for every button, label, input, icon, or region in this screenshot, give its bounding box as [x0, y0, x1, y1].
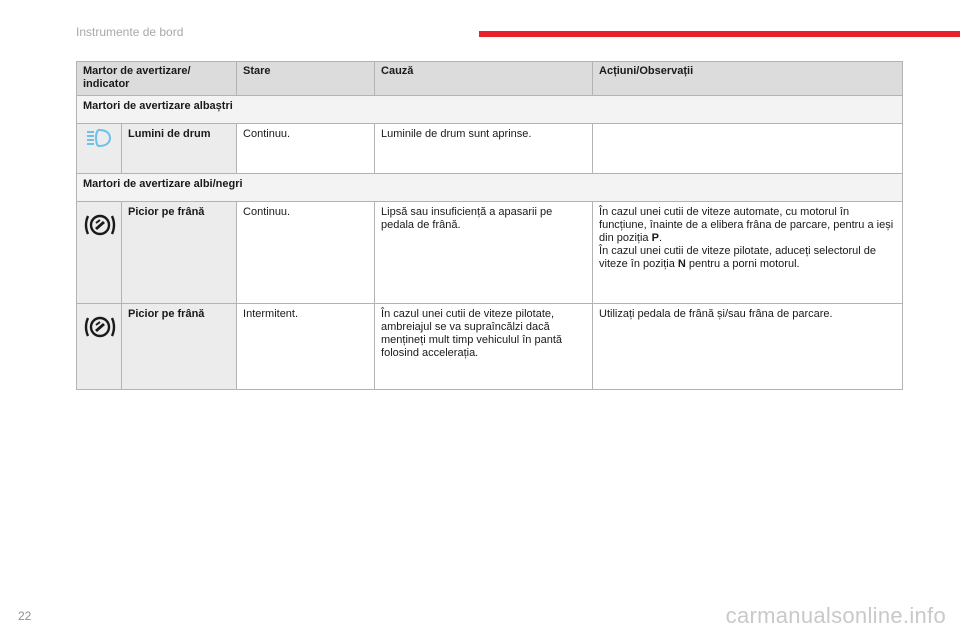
section-row-white-black	[77, 174, 903, 202]
section-title: Martori de avertizare albaștri	[77, 96, 903, 124]
action-text: pentru a porni motorul.	[685, 258, 800, 270]
table-row	[77, 202, 903, 304]
watermark: carmanualsonline.info	[725, 603, 946, 628]
gear-position-p: P	[651, 232, 659, 244]
table-row	[77, 304, 903, 390]
cause-cell: Lipsă sau insuficiență a apasarii pe pedala de frână.	[375, 202, 593, 304]
action-text: În cazul unei cutii de viteze pilotate, aduceți selectorul de viteze în poziția	[599, 245, 877, 270]
page-number: 22	[18, 609, 32, 623]
warning-lights-table	[76, 61, 903, 390]
gear-position-n: N	[677, 258, 686, 270]
section-title: Martori de avertizare albi/negri	[77, 174, 903, 202]
actions-cell: Utilizați pedala de frână și/sau frâna de parcare.	[593, 304, 903, 390]
indicator-name: Picior pe frână	[122, 202, 237, 304]
action-text: În cazul unei cutii de viteze automate, cu motorul în funcțiune, înainte de a elibera frâna de parcare, pentru a ieși din poziția	[599, 206, 894, 244]
state-cell: Continuu.	[237, 202, 375, 304]
high-beam-icon	[86, 128, 112, 152]
state-cell: Intermitent.	[237, 304, 375, 390]
section-row-blue	[77, 96, 903, 124]
indicator-icon-cell	[77, 202, 122, 304]
state-cell: Continuu.	[237, 124, 375, 174]
foot-on-brake-icon	[83, 212, 117, 242]
foot-on-brake-icon	[83, 314, 117, 344]
header-accent-bar	[479, 31, 960, 37]
col-header-indicator: Martor de avertizare/ indicator	[77, 62, 237, 96]
actions-cell	[593, 202, 903, 304]
indicator-name: Lumini de drum	[122, 124, 237, 174]
col-header-actions: Acțiuni/Observații	[593, 62, 903, 96]
indicator-icon-cell	[77, 304, 122, 390]
col-header-state: Stare	[237, 62, 375, 96]
col-header-cause: Cauză	[375, 62, 593, 96]
cause-cell: Luminile de drum sunt aprinse.	[375, 124, 593, 174]
table-row	[77, 124, 903, 174]
actions-cell	[593, 124, 903, 174]
cause-cell: În cazul unei cutii de viteze pilotate, ambreiajul se va supraîncălzi dacă mențineți mult timp vehiculul în pantă folosind accelerația.	[375, 304, 593, 390]
chapter-title: Instrumente de bord	[76, 25, 184, 39]
indicator-icon-cell	[77, 124, 122, 174]
indicator-name: Picior pe frână	[122, 304, 237, 390]
table-header-row	[77, 62, 903, 96]
action-text: .	[658, 232, 663, 244]
